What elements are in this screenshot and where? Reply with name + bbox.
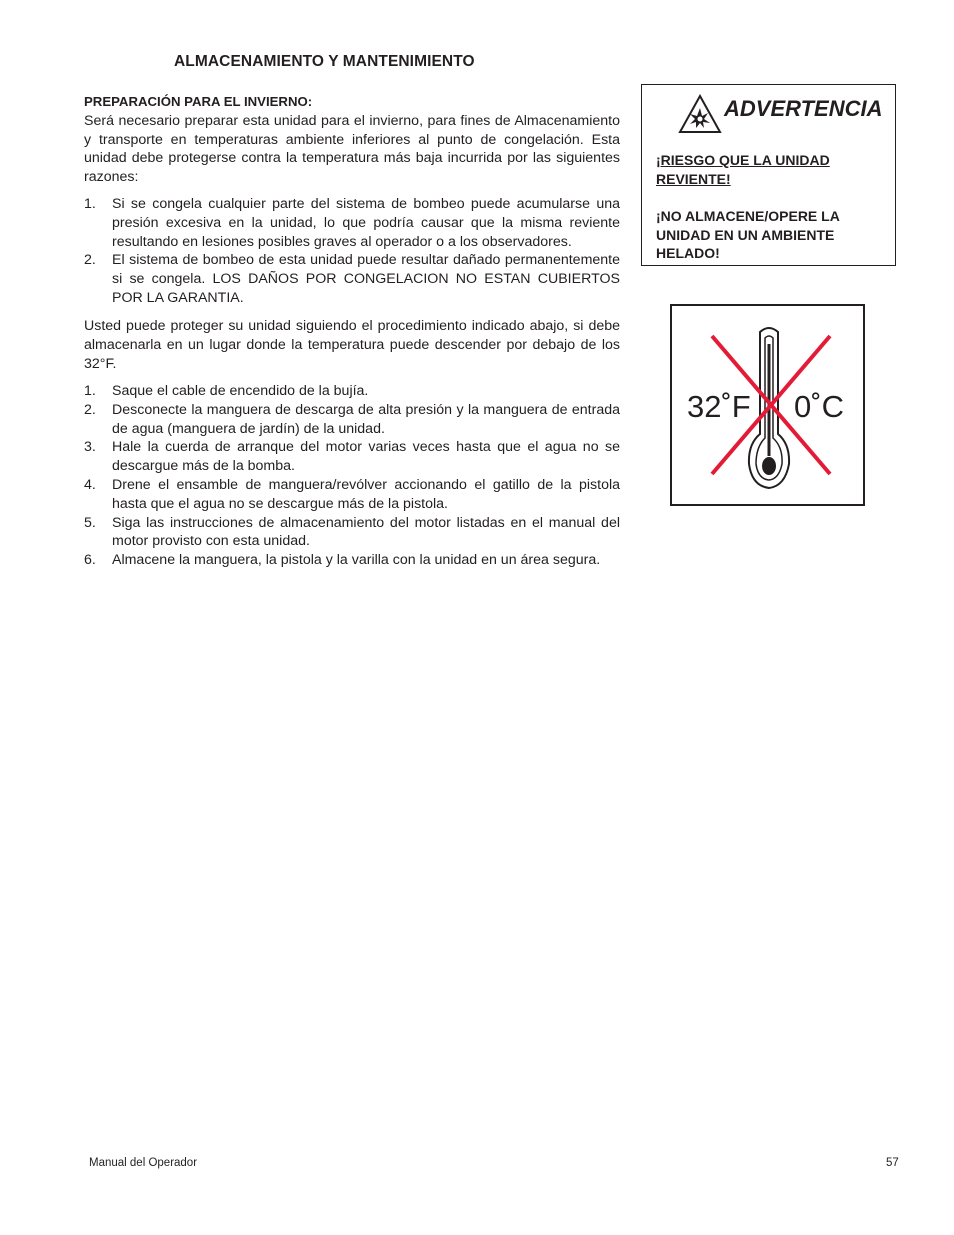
steps-list	[84, 382, 620, 570]
list-item	[84, 476, 620, 514]
list-text: Si se congela cualquier parte del sistema de bombeo puede acumularse una presión excesiva en la unidad, lo que podría causar que la misma reviente resultando en lesiones posibles graves al operador o a los observadores.	[112, 196, 620, 250]
explosion-warning-icon	[678, 94, 722, 134]
list-item	[84, 195, 620, 251]
list-item	[84, 551, 620, 570]
reasons-list	[84, 195, 620, 308]
fahrenheit-label: 32˚F	[687, 389, 751, 424]
footer-title: Manual del Operador	[89, 1157, 198, 1169]
warning-line-2: ¡NO ALMACENE/OPERE LA UNIDAD EN UN AMBIENTE HELADO!	[656, 208, 840, 261]
list-item	[84, 438, 620, 476]
protection-block	[84, 317, 620, 373]
subheading: PREPARACIÓN PARA EL INVIERNO:	[84, 94, 313, 109]
warning-box	[641, 84, 896, 266]
list-number: 2.	[84, 252, 96, 269]
list-number: 5.	[84, 514, 96, 531]
celsius-label: 0˚C	[794, 389, 844, 424]
list-text: Hale la cuerda de arranque del motor varias veces hasta que el agua no se descargue más de la bomba.	[112, 439, 620, 475]
list-text: Desconecte la manguera de descarga de alta presión y la manguera de entrada de agua (manguera de jardín) de la unidad.	[112, 401, 620, 437]
list-text: Saque el cable de encendido de la bujía.	[112, 383, 369, 399]
section-heading: ALMACENAMIENTO Y MANTENIMIENTO	[174, 53, 475, 70]
list-text: Siga las instrucciones de almacenamiento del motor listadas en el manual del motor provisto con esta unidad.	[112, 514, 620, 550]
list-number: 2.	[84, 401, 96, 418]
list-item	[84, 382, 620, 401]
protection-paragraph: Usted puede proteger su unidad siguiendo el procedimiento indicado abajo, si debe almacenarla en un lugar donde la temperatura puede descender por debajo de los 32°F.	[84, 318, 620, 372]
warning-line-1: ¡RIESGO QUE LA UNIDAD REVIENTE!	[656, 152, 830, 187]
list-text: Drene el ensamble de manguera/revólver accionando el gatillo de la pistola hasta que el agua no se descargue más de la pistola.	[112, 476, 620, 512]
list-number: 3.	[84, 439, 96, 456]
intro-paragraph: Será necesario preparar esta unidad para el invierno, para fines de Almacenamiento y transporte en temperaturas ambiente inferiores al punto de congelación. Esta unidad debe protegerse contra la temperatura más baja incurrida por las siguientes razones:	[84, 112, 620, 186]
list-number: 1.	[84, 196, 96, 212]
list-item	[84, 514, 620, 552]
list-item	[84, 251, 620, 307]
list-number: 4.	[84, 476, 96, 493]
intro-block	[84, 93, 620, 187]
warning-title: ADVERTENCIA	[724, 96, 883, 121]
list-number: 6.	[84, 552, 96, 569]
list-text: El sistema de bombeo de esta unidad puede resultar dañado permanentemente si se congela. LOS DAÑOS POR CONGELACION NO ESTAN CUBIERTOS POR LA GARANTIA.	[112, 252, 620, 306]
list-text: Almacene la manguera, la pistola y la varilla con la unidad en un área segura.	[112, 552, 601, 569]
list-item	[84, 401, 620, 439]
page-number: 57	[886, 1157, 899, 1169]
list-number: 1.	[84, 383, 96, 399]
freezing-graphic	[670, 304, 865, 506]
